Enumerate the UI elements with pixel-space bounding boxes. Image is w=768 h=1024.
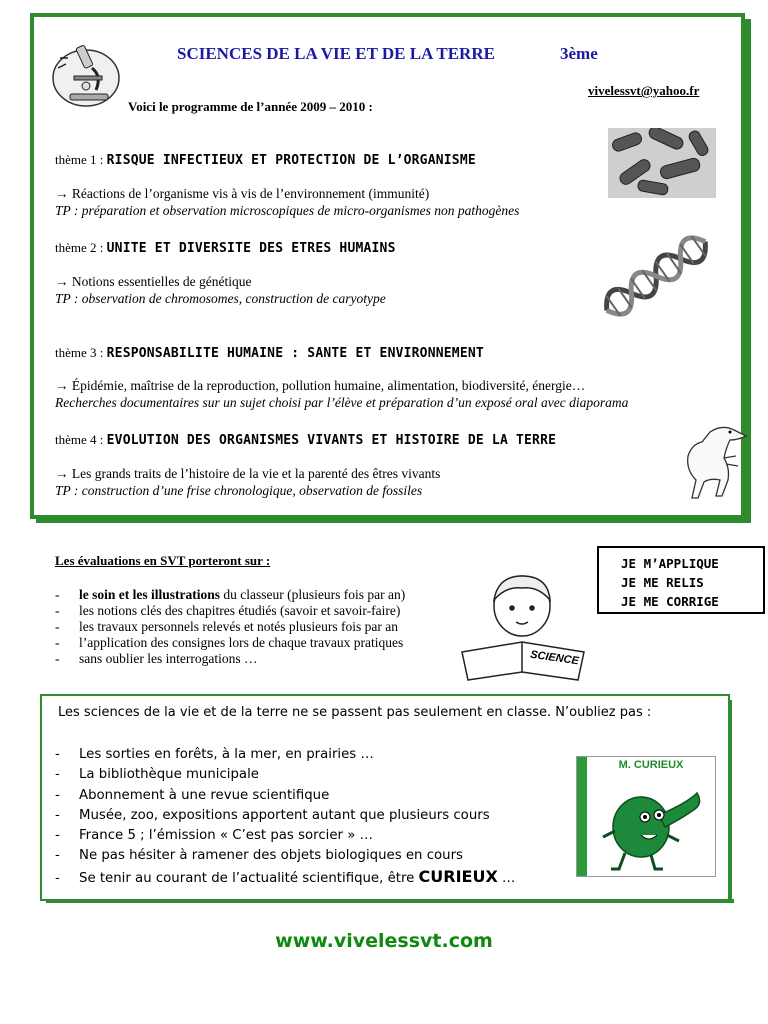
book-spine [577,757,587,876]
list-item [55,826,555,846]
microscope-icon [50,38,122,110]
evaluation-item-text: du classeur (plusieurs fois par an) [220,587,406,602]
evaluation-list [55,587,475,667]
theme-1-tp: TP : préparation et observation microscopiques de micro-organismes non pathogènes [55,203,520,218]
theme-2-notion-text: Notions essentielles de génétique [71,274,252,289]
theme-4-heading [55,432,556,448]
evaluation-title: Les évaluations en SVT porteront sur : [55,553,271,568]
bacteria-micrograph [608,128,716,198]
list-item [55,587,475,603]
list-dash: - [55,767,60,783]
list-dash: - [55,787,60,803]
list-dash: - [55,828,60,844]
motto-box [597,546,765,614]
student-reading-illustration [458,572,588,684]
list-item [55,765,555,785]
list-item [55,846,555,866]
theme-3-heading [55,345,484,361]
list-item [55,619,475,635]
list-item [55,603,475,619]
list-dash: - [55,848,60,864]
outing-item-text: La bibliothèque municipale [79,767,259,783]
theme-1-title: RISQUE INFECTIEUX ET PROTECTION DE L’ORGANISME [106,153,476,168]
arrow-icon: → [55,274,69,289]
theme-4-tp: TP : construction d’une frise chronologique, observation de fossiles [55,483,423,498]
evaluation-item-text: les notions clés des chapitres étudiés (savoir et savoir-faire) [79,603,401,618]
list-item [55,635,475,651]
dna-helix-icon [596,230,716,322]
list-dash: - [55,619,60,634]
theme-1-notion-text: Réactions de l’organisme vis à vis de l’environnement (immunité) [71,186,430,201]
theme-4-label: thème 4 : [55,432,107,447]
book-word: SCIENCE [529,648,580,668]
theme-1-notion [55,186,429,202]
theme-4-title: EVOLUTION DES ORGANISMES VIVANTS ET HISTOIRE DE LA TERRE [106,433,557,448]
list-dash: - [55,603,60,618]
mr-curieux-character [597,775,707,873]
evaluation-item-bold: le soin et les illustrations [79,587,220,602]
list-dash: - [55,747,60,762]
theme-2-label: thème 2 : [55,240,107,255]
list-item [55,867,555,889]
theme-4-notion-text: Les grands traits de l’histoire de la vie et la parenté des êtres vivants [71,466,441,481]
list-item [55,806,555,826]
theme-2-notion [55,274,251,290]
arrow-icon: → [55,378,69,393]
page-title: SCIENCES DE LA VIE ET DE LA TERRE [177,44,495,63]
list-dash: - [55,870,60,886]
outing-item-text: Les sorties en forêts, à la mer, en prairies … [79,747,374,762]
list-dash: - [55,651,60,666]
list-dash: - [55,587,60,602]
ellipsis: … [497,870,516,886]
theme-2-tp: TP : observation de chromosomes, construction de caryotype [55,291,386,306]
class-level: 3ème [560,44,598,63]
theme-3-tp: Recherches documentaires sur un sujet choisi par l’élève et préparation d’un exposé oral avec diaporama [55,395,629,410]
outing-item-text: France 5 ; l’émission « C’est pas sorcier » … [79,828,373,844]
theme-2-title: UNITE ET DIVERSITE DES ETRES HUMAINS [106,241,396,256]
outing-item-text: Musée, zoo, expositions apportent autant que plusieurs cours [79,807,490,823]
outing-item-text: Ne pas hésiter à ramener des objets biologiques en cours [79,848,463,864]
theme-1-label: thème 1 : [55,152,107,167]
evaluation-item-text: les travaux personnels relevés et notés plusieurs fois par an [79,619,399,634]
theme-3-notion [55,378,585,394]
arrow-icon: → [55,186,69,201]
motto-line: JE ME CORRIGE [621,594,719,609]
outings-intro: Les sciences de la vie et de la terre ne se passent pas seulement en classe. N’oubliez pas : [58,705,652,720]
motto-line: JE ME RELIS [621,575,704,590]
outing-item-text: Abonnement à une revue scientifique [79,787,330,803]
program-intro: Voici le programme de l’année 2009 – 2010 : [128,99,373,114]
contact-email[interactable]: vivelessvt@yahoo.fr [588,83,700,98]
website-link[interactable]: www.vivelessvt.com [275,930,493,952]
book-title: M. CURIEUX [618,759,684,771]
evaluation-item-text: l’application des consignes lors de chaque travaux pratiques [79,635,404,650]
outings-list [55,745,555,889]
theme-3-title: RESPONSABILITE HUMAINE : SANTE ET ENVIRONNEMENT [106,346,484,361]
theme-3-label: thème 3 : [55,345,107,360]
theme-3-notion-text: Épidémie, maîtrise de la reproduction, pollution humaine, alimentation, biodiversité, énergie… [71,378,586,393]
motto-line: JE M’APPLIQUE [621,556,719,571]
theme-1-heading [55,152,476,168]
arrow-icon: → [55,466,69,481]
theme-4-notion [55,466,440,482]
list-dash: - [55,807,60,823]
list-item [55,786,555,806]
curieux-word: CURIEUX [418,866,498,886]
outing-item-text: Se tenir au courant de l’actualité scientifique, être [79,870,419,886]
mr-curieux-book-cover [576,756,716,877]
list-dash: - [55,635,60,650]
list-item [55,745,555,765]
theme-2-heading [55,240,396,256]
dinosaur-icon [680,422,752,502]
list-item [55,651,475,667]
evaluation-item-text: sans oublier les interrogations … [79,651,258,666]
